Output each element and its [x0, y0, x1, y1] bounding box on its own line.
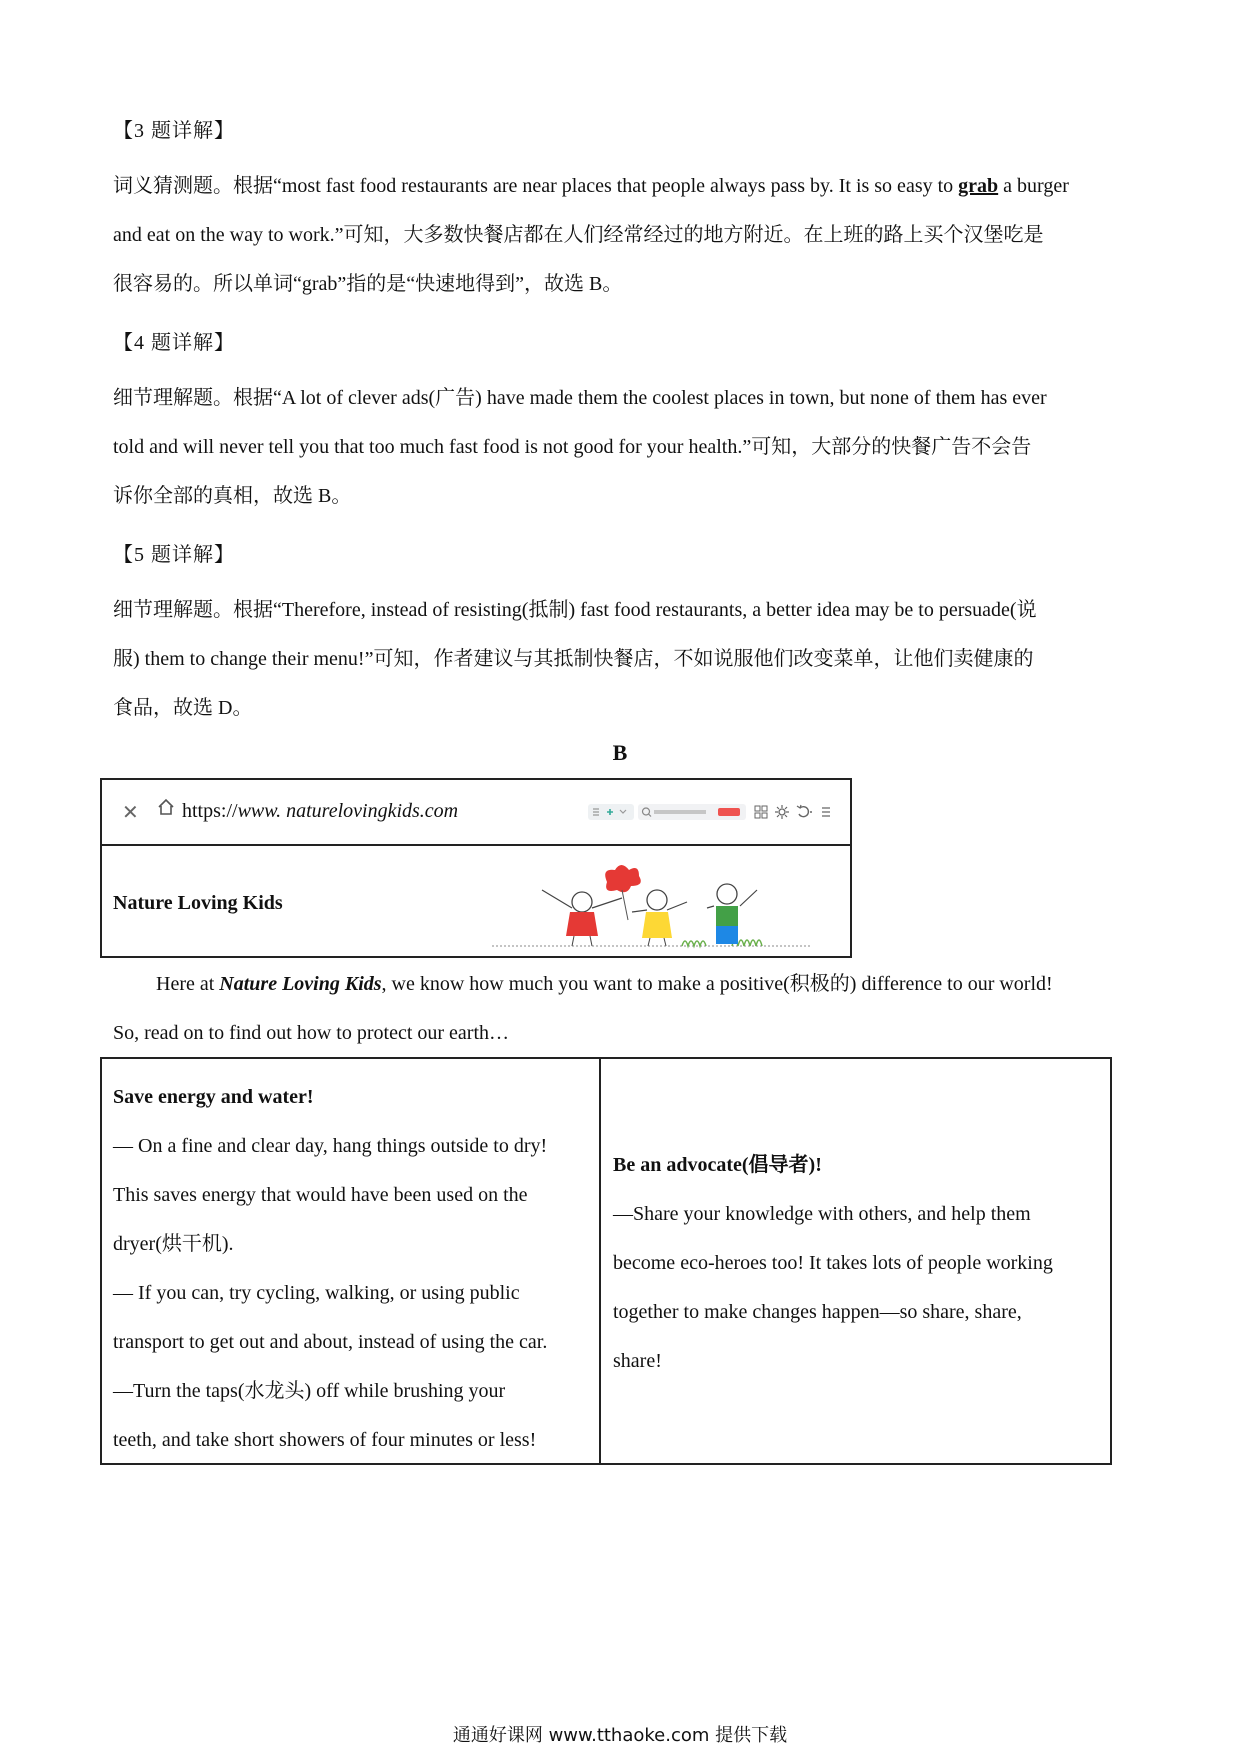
tips-table	[100, 1057, 1112, 1465]
section-label: B	[612, 740, 628, 765]
tip-line: become eco-heroes too! It takes lots of people working	[613, 1252, 1053, 1274]
q3-explanation	[113, 162, 1131, 309]
q4-line-3: 诉你全部的真相，故选 B。	[113, 485, 352, 507]
intro-line-1: Here at Nature Loving Kids, we know how much you want to make a positive(积极的) difference to our world!	[156, 973, 1053, 995]
address-bar	[102, 780, 850, 846]
q5-explanation	[113, 586, 1131, 733]
q5-line-1: 细节理解题。根据“Therefore, instead of resisting(抵制) fast food restaurants, a better idea may be to persuade(说	[113, 599, 1037, 621]
tip-line: —Turn the taps(水龙头) off while brushing your	[113, 1380, 506, 1402]
grid-icon[interactable]	[754, 804, 768, 820]
tip-line: — On a fine and clear day, hang things outside to dry!	[113, 1135, 548, 1157]
tip-line: together to make changes happen—so share, share,	[613, 1301, 1022, 1323]
q3-heading: 【3 题详解】	[113, 120, 235, 142]
menu-icon[interactable]	[820, 804, 832, 820]
home-icon[interactable]	[157, 798, 175, 821]
brand-name: Nature Loving Kids	[219, 973, 382, 995]
footer-watermark: 通通好课网 www.tthaoke.com 提供下载	[452, 1725, 788, 1746]
tip-line: —Share your knowledge with others, and help them	[613, 1203, 1031, 1225]
q3-line-2: and eat on the way to work.”可知，大多数快餐店都在人们经常经过的地方附近。在上班的路上买个汉堡吃是	[113, 224, 1044, 246]
intro-line-2: So, read on to find out how to protect our earth…	[113, 1022, 510, 1044]
q4-line-2: told and will never tell you that too much fast food is not good for your health.”可知，大部分的快餐广告不会告	[113, 436, 1032, 458]
tip-line: — If you can, try cycling, walking, or using public	[113, 1282, 520, 1304]
q4-heading: 【4 题详解】	[113, 332, 235, 354]
kids-drawing-image	[482, 860, 812, 950]
tip-line: teeth, and take short showers of four minutes or less!	[113, 1429, 537, 1451]
undo-icon[interactable]	[796, 804, 816, 820]
tip-line: dryer(烘干机).	[113, 1233, 234, 1255]
tip-line: transport to get out and about, instead of using the car.	[113, 1331, 548, 1353]
url-text[interactable]: https://www. naturelovingkids.com	[182, 800, 459, 822]
advocate-title: Be an advocate(倡导者)!	[613, 1154, 822, 1176]
q3-line-1: 词义猜测题。根据“most fast food restaurants are near places that people always pass by. It is so easy to grab a burger	[113, 175, 1069, 197]
browser-window	[100, 778, 852, 958]
advocate-cell	[601, 1059, 1110, 1463]
grab-word: grab	[958, 175, 999, 197]
q4-explanation	[113, 374, 1131, 521]
save-energy-cell	[102, 1059, 601, 1463]
toolbar-menu-icon[interactable]	[588, 804, 634, 820]
close-icon[interactable]: ✕	[122, 800, 139, 824]
q3-line-3: 很容易的。所以单词“grab”指的是“快速地得到”，故选 B。	[113, 273, 623, 295]
q5-heading: 【5 题详解】	[113, 544, 235, 566]
tip-line: This saves energy that would have been used on the	[113, 1184, 528, 1206]
q4-line-1: 细节理解题。根据“A lot of clever ads(广告) have made them the coolest places in town, but none of them has ever	[113, 387, 1047, 409]
settings-icon[interactable]	[774, 804, 790, 820]
save-energy-title: Save energy and water!	[113, 1086, 314, 1108]
q5-line-3: 食品，故选 D。	[113, 697, 253, 719]
site-title: Nature Loving Kids	[113, 892, 283, 914]
search-box-icon[interactable]	[638, 804, 746, 820]
q5-line-2: 服) them to change their menu!”可知，作者建议与其抵制快餐店，不如说服他们改变菜单，让他们卖健康的	[113, 648, 1034, 670]
tip-line: share!	[613, 1350, 662, 1372]
intro-paragraph	[113, 960, 1131, 1058]
